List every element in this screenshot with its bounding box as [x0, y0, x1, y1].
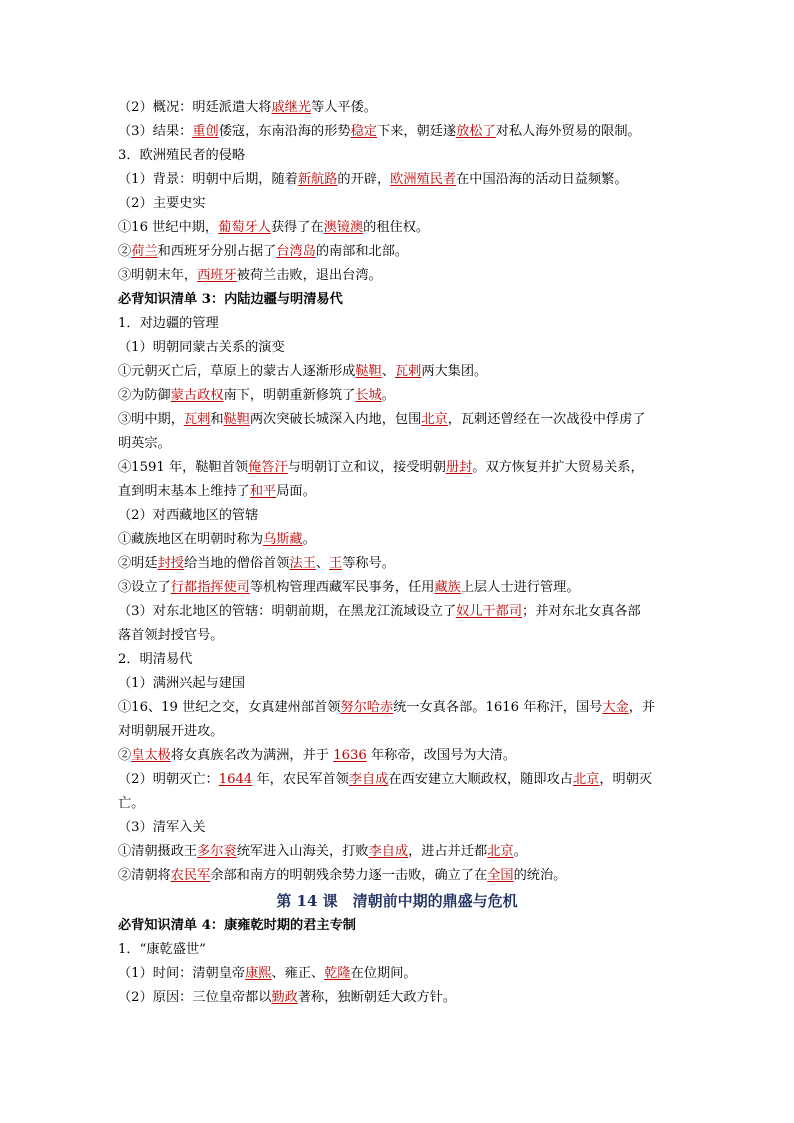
text-segment: （2）概况：明廷派遣大将	[118, 100, 272, 115]
text-segment: 直到明末基本上维持了	[118, 484, 250, 499]
keyword: 大金	[602, 700, 629, 715]
text-segment: ①16、19 世纪之交，女真建州部首领	[118, 700, 341, 715]
keyword: 澳镜澳	[323, 220, 364, 235]
text-line	[118, 552, 678, 576]
keyword: 农民军	[170, 868, 211, 883]
text-segment: 。	[513, 844, 527, 859]
text-segment: ①元朝灭亡后，草原上的蒙古人逐渐形成	[118, 364, 356, 379]
text-line	[118, 432, 678, 456]
text-line	[118, 624, 678, 648]
text-segment: 给当地的僧俗首领	[183, 556, 290, 571]
text-segment: 落首领封授官号。	[118, 628, 224, 643]
text-line	[118, 864, 678, 888]
keyword: 台湾岛	[276, 244, 316, 259]
keyword: 鞑靼	[355, 364, 382, 379]
text-segment: 、	[315, 556, 329, 571]
text-segment: 获得了在	[270, 220, 324, 235]
text-line	[118, 264, 678, 288]
text-segment: 统一女真各部。1616 年称汗，国号	[393, 700, 603, 715]
text-line	[118, 144, 678, 168]
keyword: 新航路	[297, 172, 338, 187]
text-line	[118, 408, 678, 432]
text-segment: 年称帝，改国号为大清。	[366, 748, 517, 763]
text-segment: 余部和南方的明朝残余势力逐一击败，确立了在	[210, 868, 488, 883]
text-line	[118, 696, 678, 720]
text-line	[118, 216, 678, 240]
text-segment: （2）对西藏地区的管辖	[118, 508, 259, 523]
keyword: 长城	[355, 388, 382, 403]
text-segment: （3）结果：	[118, 124, 193, 139]
text-line	[118, 792, 678, 816]
text-segment: 下来，朝廷遂	[376, 124, 457, 139]
keyword: 奴儿干都司	[456, 604, 523, 619]
text-line	[118, 288, 678, 312]
text-line	[118, 986, 678, 1010]
keyword: 瓦剌	[394, 364, 422, 379]
text-segment: （3）清军入关	[118, 820, 206, 835]
keyword: 藏族	[434, 580, 461, 595]
text-segment: ①清朝摄政王	[118, 844, 198, 859]
text-segment: 局面。	[276, 484, 316, 499]
text-segment: 被荷兰击败，退出台湾。	[236, 268, 382, 283]
text-segment: 对明朝展开进攻。	[118, 724, 224, 739]
text-line	[118, 840, 678, 864]
text-line	[118, 528, 678, 552]
text-segment: （2）主要史实	[118, 196, 206, 211]
text-line	[118, 672, 678, 696]
section-heading: 必背知识清单 4：康雍乾时期的君主专制	[118, 918, 356, 933]
keyword: 全国	[487, 868, 514, 883]
text-segment: 、	[381, 364, 395, 379]
text-segment: 等人平倭。	[311, 100, 377, 115]
keyword: 瓦剌	[183, 412, 211, 427]
keyword: 欧洲殖民者	[390, 172, 457, 187]
keyword: 鞑靼	[223, 412, 250, 427]
text-segment: 3．欧洲殖民者的侵略	[118, 148, 246, 163]
text-line	[118, 336, 678, 360]
text-line	[118, 600, 678, 624]
keyword: 乌斯藏	[263, 532, 303, 547]
keyword: 西班牙	[197, 268, 237, 283]
text-line	[118, 240, 678, 264]
text-segment: 2．明清易代	[118, 652, 193, 667]
text-segment: 的统治。	[513, 868, 567, 883]
text-segment: （2）原因：三位皇帝都以	[118, 990, 272, 1005]
keyword: 稳定	[350, 124, 377, 139]
text-segment: 。	[381, 388, 395, 403]
text-line	[118, 576, 678, 600]
text-line	[118, 720, 678, 744]
text-segment: （2）明朝灭亡：	[118, 772, 219, 787]
text-segment: 的南部和北部。	[315, 244, 409, 259]
keyword: 王	[329, 556, 343, 571]
text-segment: 倭寇，东南沿海的形势	[218, 124, 351, 139]
keyword: 多尔衮	[197, 844, 237, 859]
text-line	[118, 648, 678, 672]
keyword: 乾隆	[324, 966, 351, 981]
text-line	[118, 744, 678, 768]
keyword: 放松了	[456, 124, 496, 139]
text-segment: 1．“康乾盛世”	[118, 942, 206, 957]
keyword: 李自成	[368, 844, 409, 859]
section-heading: 必背知识清单 3：内陆边疆与明清易代	[118, 292, 343, 307]
text-segment: ③明朝末年，	[118, 268, 198, 283]
keyword: 册封	[445, 460, 473, 475]
text-segment: 与明朝订立和议，接受明朝	[287, 460, 446, 475]
text-segment: 统军进入山海关，打败	[236, 844, 369, 859]
text-segment: （1）时间：清朝皇帝	[118, 966, 246, 981]
text-segment: （1）背景：明朝中后期，随着	[118, 172, 298, 187]
keyword: 俺答汗	[248, 460, 288, 475]
text-segment: 两大集团。	[421, 364, 488, 379]
text-segment: ②为防御	[118, 388, 171, 403]
text-segment: （1）满洲兴起与建国	[118, 676, 246, 691]
text-segment: 的租住权。	[363, 220, 430, 235]
text-segment: ②清朝将	[118, 868, 171, 883]
text-line	[118, 360, 678, 384]
text-line	[118, 192, 678, 216]
text-segment: 年，农民军首领	[252, 772, 349, 787]
text-segment: 在中国沿海的活动日益频繁。	[456, 172, 628, 187]
text-segment: ①藏族地区在明朝时称为	[118, 532, 264, 547]
keyword: 北京	[487, 844, 514, 859]
keyword: 葡萄牙人	[218, 220, 271, 235]
text-line	[118, 816, 678, 840]
text-line	[118, 384, 678, 408]
text-line	[118, 504, 678, 528]
keyword: 北京	[421, 412, 448, 427]
text-segment: ；并对东北女真各部	[522, 604, 641, 619]
keyword: 戚继光	[271, 100, 312, 115]
text-line	[118, 120, 678, 144]
text-segment: 明英宗。	[118, 436, 171, 451]
text-segment: 亡。	[118, 796, 145, 811]
text-segment: 对私人海外贸易的限制。	[495, 124, 641, 139]
text-segment: ③明中期，	[118, 412, 184, 427]
text-segment: ③设立了	[118, 580, 171, 595]
keyword: 1644	[218, 772, 253, 787]
text-line	[118, 456, 678, 480]
text-line	[118, 480, 678, 504]
text-segment: ②	[118, 244, 132, 259]
text-segment: 将女真族名改为满洲，并于	[170, 748, 334, 763]
keyword: 荷兰	[131, 244, 158, 259]
text-segment: ②	[118, 748, 132, 763]
keyword: 北京	[572, 772, 600, 787]
keyword: 重创	[192, 124, 219, 139]
text-segment: ④1591 年，鞑靼首领	[118, 460, 249, 475]
text-segment: （1）明朝同蒙古关系的演变	[118, 340, 285, 355]
keyword: 勤政	[271, 990, 298, 1005]
text-segment: 。	[302, 532, 316, 547]
text-segment: 。双方恢复并扩大贸易关系，	[472, 460, 644, 475]
text-segment: 等称号。	[342, 556, 395, 571]
text-segment: 在西安建立大顺政权，随即攻占	[388, 772, 573, 787]
keyword: 李自成	[348, 772, 389, 787]
keyword: 和平	[249, 484, 277, 499]
lesson-title: 第 14 课 清朝前中期的鼎盛与危机	[276, 892, 518, 910]
keyword: 努尔哈赤	[340, 700, 394, 715]
text-segment: 1．对边疆的管理	[118, 316, 219, 331]
keyword: 皇太极	[131, 748, 171, 763]
text-segment: 的开辟，	[337, 172, 391, 187]
text-segment: 在位期间。	[350, 966, 417, 981]
text-segment: ②明廷	[118, 556, 158, 571]
text-line	[118, 768, 678, 792]
text-line	[118, 914, 678, 938]
text-line	[118, 938, 678, 962]
text-segment: （3）对东北地区的管辖：明朝前期，在黑龙江流域设立了	[118, 604, 457, 619]
text-segment: 和	[210, 412, 224, 427]
text-segment: ①16 世纪中期，	[118, 220, 219, 235]
text-segment: ，进占并迁都	[408, 844, 488, 859]
text-line	[118, 312, 678, 336]
text-segment: 上层人士进行管理。	[460, 580, 580, 595]
text-line	[118, 96, 678, 120]
keyword: 1636	[333, 748, 367, 763]
text-segment: 两次突破长城深入内地，包围	[249, 412, 422, 427]
text-segment: ，并	[628, 700, 656, 715]
text-segment: 和西班牙分别占据了	[157, 244, 277, 259]
text-segment: 、雍正、	[271, 966, 325, 981]
text-line	[118, 168, 678, 192]
text-segment: 等机构管理西藏军民事务，任用	[249, 580, 435, 595]
keyword: 康熙	[245, 966, 272, 981]
text-segment: ，瓦剌还曾经在一次战役中俘虏了	[447, 412, 646, 427]
keyword: 行都指挥使司	[170, 580, 250, 595]
text-line	[118, 962, 678, 986]
text-segment: 南下，明朝重新修筑了	[223, 388, 356, 403]
keyword: 封授	[157, 556, 184, 571]
keyword: 蒙古政权	[170, 388, 224, 403]
text-segment: 著称，独断朝廷大政方针。	[297, 990, 457, 1005]
keyword: 法王	[289, 556, 316, 571]
text-segment: ，明朝灭	[599, 772, 653, 787]
